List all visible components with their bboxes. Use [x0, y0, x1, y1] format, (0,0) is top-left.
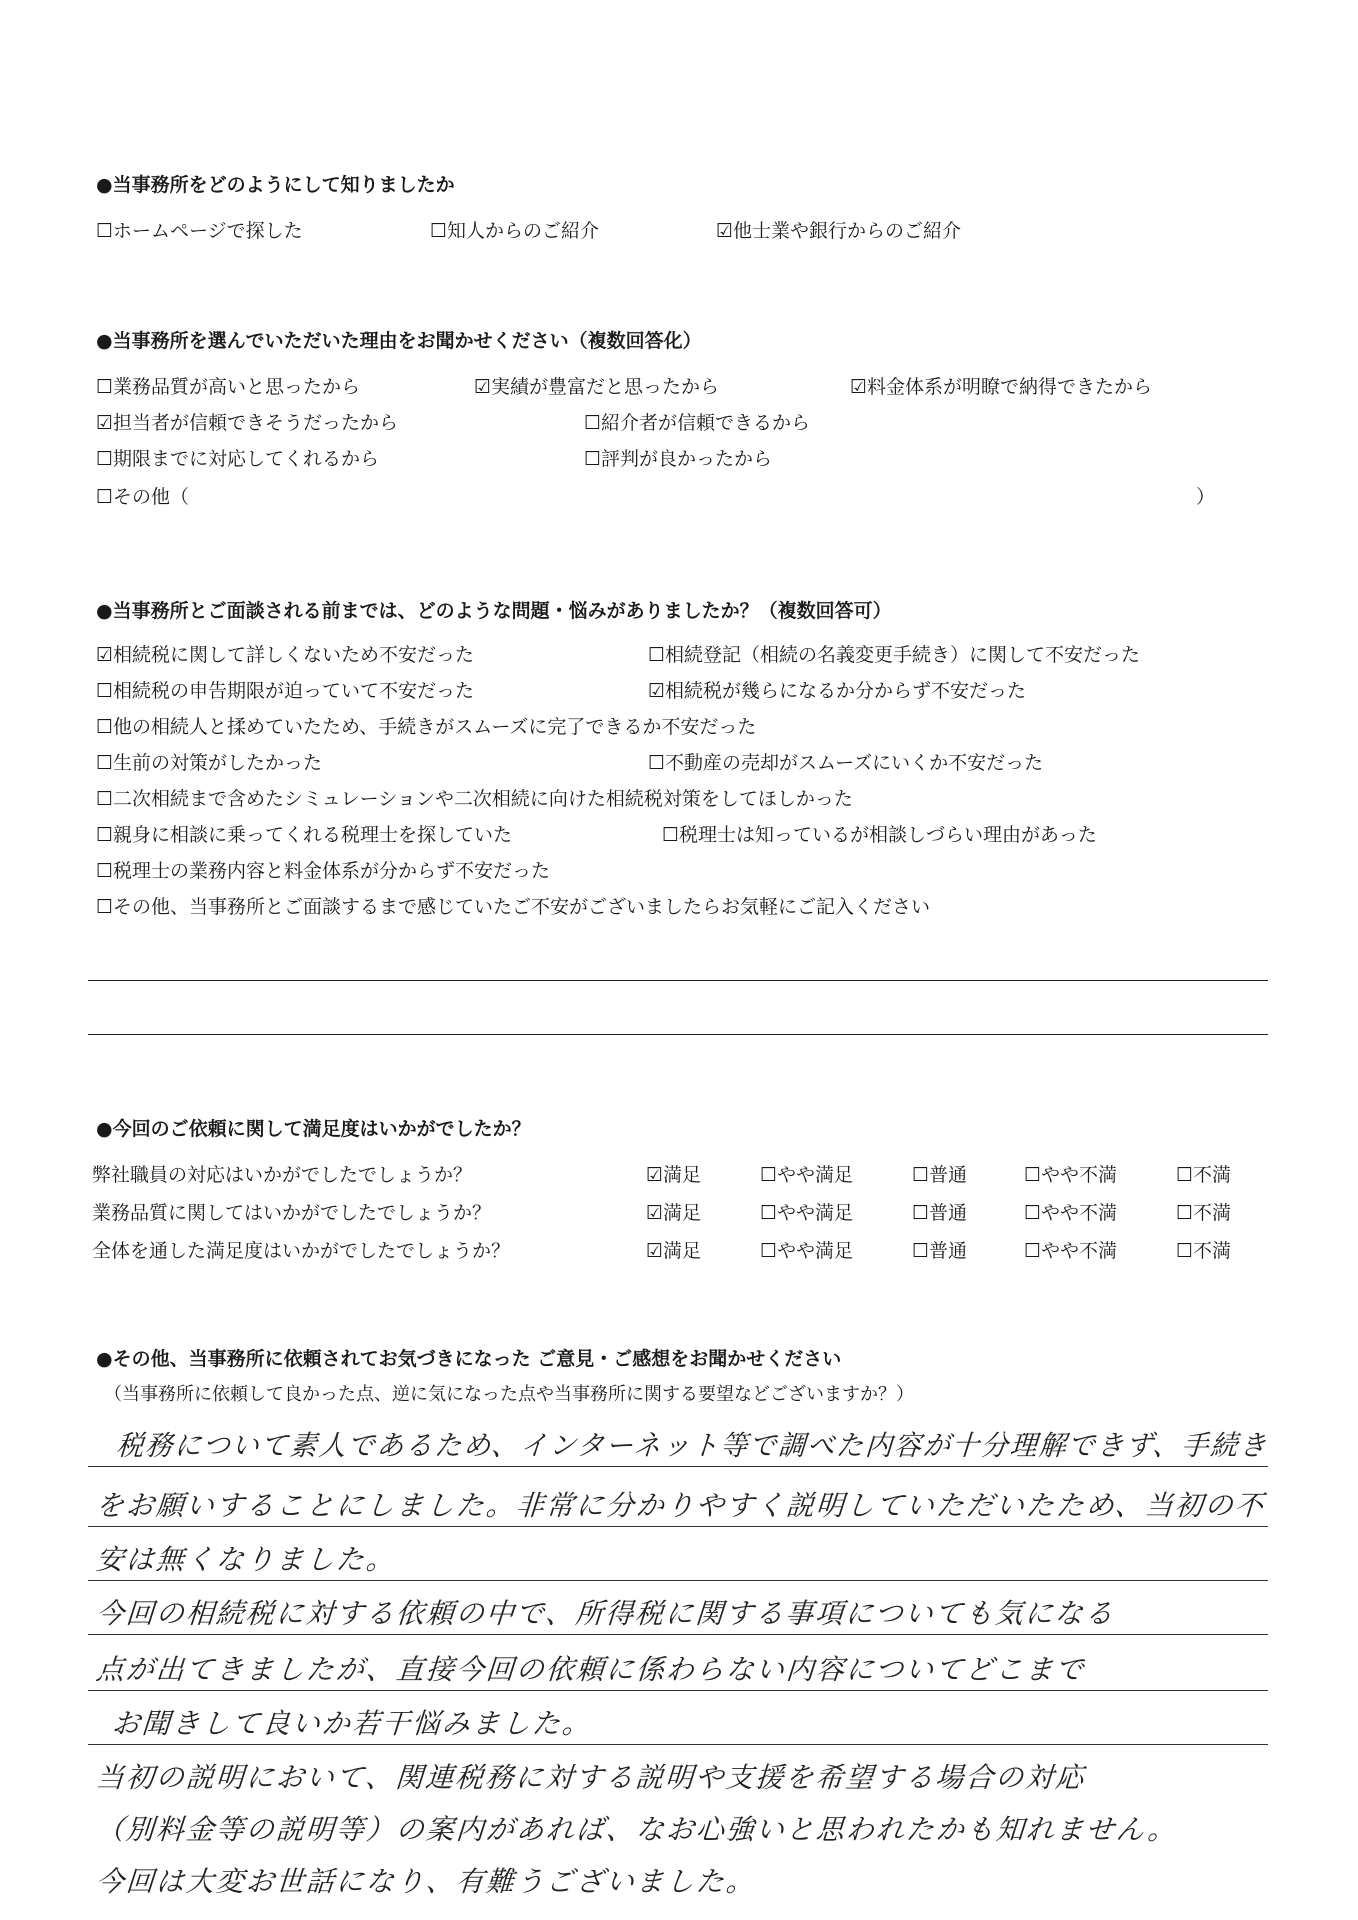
option-concern-7[interactable]: ☐不動産の売却がスムーズにいくか不安だった [648, 752, 1044, 774]
choice-neutral[interactable]: ☐普通 [912, 1164, 968, 1186]
handwritten-line: をお願いすることにしました。非常に分かりやすく説明していただいたため、当初の不 [94, 1489, 1266, 1522]
option-concern-5[interactable]: ☐他の相続人と揉めていたため、手続きがスムーズに完了できるか不安だった [96, 716, 757, 738]
section-heading-concerns: ●当事務所とご面談される前までは、どのような問題・悩みがありましたか？（複数回答可） [96, 600, 892, 622]
section-heading-satisfaction: ●今回のご依頼に関して満足度はいかがでしたか？ [96, 1118, 531, 1140]
satisfaction-question: 業務品質に関してはいかがでしたでしょうか？ [92, 1202, 492, 1224]
choice-satisfied[interactable]: ☑満足 [646, 1202, 702, 1224]
choice-somewhat-dissatisfied[interactable]: ☐やや不満 [1024, 1240, 1118, 1262]
option-concern-10[interactable]: ☐税理士は知っているが相談しづらい理由があった [662, 824, 1097, 846]
choice-somewhat-dissatisfied[interactable]: ☐やや不満 [1024, 1202, 1118, 1224]
choice-neutral[interactable]: ☐普通 [912, 1202, 968, 1224]
choice-somewhat-dissatisfied[interactable]: ☐やや不満 [1024, 1164, 1118, 1186]
option-concern-9[interactable]: ☐親身に相談に乗ってくれる税理士を探していた [96, 824, 513, 846]
comment-rule [88, 1690, 1268, 1691]
section-subheading-comments: （当事務所に依頼して良かった点、逆に気になった点や当事務所に関する要望などございますか？） [104, 1384, 914, 1405]
satisfaction-question: 弊社職員の対応はいかがでしたでしょうか？ [92, 1164, 473, 1186]
section-heading-reasons: ●当事務所を選んでいただいた理由をお聞かせください（複数回答化） [96, 330, 702, 352]
option-concern-1[interactable]: ☑相続税に関して詳しくないため不安だった [96, 644, 475, 666]
comment-rule [88, 1634, 1268, 1635]
handwritten-line: 税務について素人であるため、インターネット等で調べた内容が十分理解できず、手続き [115, 1429, 1270, 1462]
choice-satisfied[interactable]: ☑満足 [646, 1240, 702, 1262]
handwritten-line: （別料金等の説明等）の案内があれば、なお心強いと思われたかも知れません。 [94, 1813, 1179, 1846]
comment-rule [88, 1580, 1268, 1581]
section-heading-comments: ●その他、当事務所に依頼されてお気づきになった ご意見・ご感想をお聞かせください [96, 1348, 842, 1370]
option-concern-11[interactable]: ☐税理士の業務内容と料金体系が分からず不安だった [96, 860, 551, 882]
choice-somewhat-satisfied[interactable]: ☐やや満足 [760, 1240, 854, 1262]
option-concern-2[interactable]: ☐相続登記（相続の名義変更手続き）に関して不安だった [648, 644, 1141, 666]
comment-rule [88, 1466, 1268, 1467]
option-homepage[interactable]: ☐ホームページで探した [96, 220, 303, 242]
choice-dissatisfied[interactable]: ☐不満 [1176, 1240, 1232, 1262]
comment-rule [88, 1526, 1268, 1527]
handwritten-line: 当初の説明において、関連税務に対する説明や支援を希望する場合の対応 [94, 1761, 1087, 1794]
satisfaction-question: 全体を通した満足度はいかがでしたでしょうか？ [92, 1240, 511, 1262]
choice-dissatisfied[interactable]: ☐不満 [1176, 1202, 1232, 1224]
handwritten-line: 点が出てきましたが、直接今回の依頼に係わらない内容についてどこまで [94, 1653, 1087, 1686]
choice-somewhat-satisfied[interactable]: ☐やや満足 [760, 1164, 854, 1186]
handwritten-line: 安は無くなりました。 [94, 1543, 398, 1576]
write-in-line[interactable] [88, 1034, 1268, 1035]
handwritten-line: 今回は大変お世話になり、有難うございました。 [94, 1865, 758, 1898]
option-trusted-referrer[interactable]: ☐紹介者が信頼できるから [584, 412, 811, 434]
choice-somewhat-satisfied[interactable]: ☐やや満足 [760, 1202, 854, 1224]
option-track-record[interactable]: ☑実績が豊富だと思ったから [474, 376, 720, 398]
choice-neutral[interactable]: ☐普通 [912, 1240, 968, 1262]
handwritten-line: お聞きして良いか若干悩みました。 [110, 1707, 594, 1740]
option-trustworthy-staff[interactable]: ☑担当者が信頼できそうだったから [96, 412, 399, 434]
write-in-line[interactable] [88, 980, 1268, 981]
option-concern-8[interactable]: ☐二次相続まで含めたシミュレーションや二次相続に向けた相続税対策をしてほしかった [96, 788, 853, 810]
option-concern-6[interactable]: ☐生前の対策がしたかった [96, 752, 323, 774]
option-other[interactable]: ☐その他（ [96, 486, 190, 508]
option-reputation[interactable]: ☐評判が良かったから [584, 448, 773, 470]
option-deadline[interactable]: ☐期限までに対応してくれるから [96, 448, 380, 470]
choice-dissatisfied[interactable]: ☐不満 [1176, 1164, 1232, 1186]
option-clear-pricing[interactable]: ☑料金体系が明瞭で納得できたから [850, 376, 1153, 398]
option-concern-12[interactable]: ☐その他、当事務所とご面談するまで感じていたご不安がございましたらお気軽にご記入ください [96, 896, 931, 918]
option-quality[interactable]: ☐業務品質が高いと思ったから [96, 376, 361, 398]
option-professional-referral[interactable]: ☑他士業や銀行からのご紹介 [716, 220, 962, 242]
comment-rule [88, 1744, 1268, 1745]
option-concern-4[interactable]: ☑相続税が幾らになるか分からず不安だった [648, 680, 1027, 702]
section-heading-how-known: ●当事務所をどのようにして知りましたか [96, 174, 455, 196]
option-acquaintance[interactable]: ☐知人からのご紹介 [430, 220, 600, 242]
other-close-paren: ） [1196, 486, 1216, 508]
option-concern-3[interactable]: ☐相続税の申告期限が迫っていて不安だった [96, 680, 475, 702]
handwritten-line: 今回の相続税に対する依頼の中で、所得税に関する事項についても気になる [94, 1597, 1116, 1630]
choice-satisfied[interactable]: ☑満足 [646, 1164, 702, 1186]
